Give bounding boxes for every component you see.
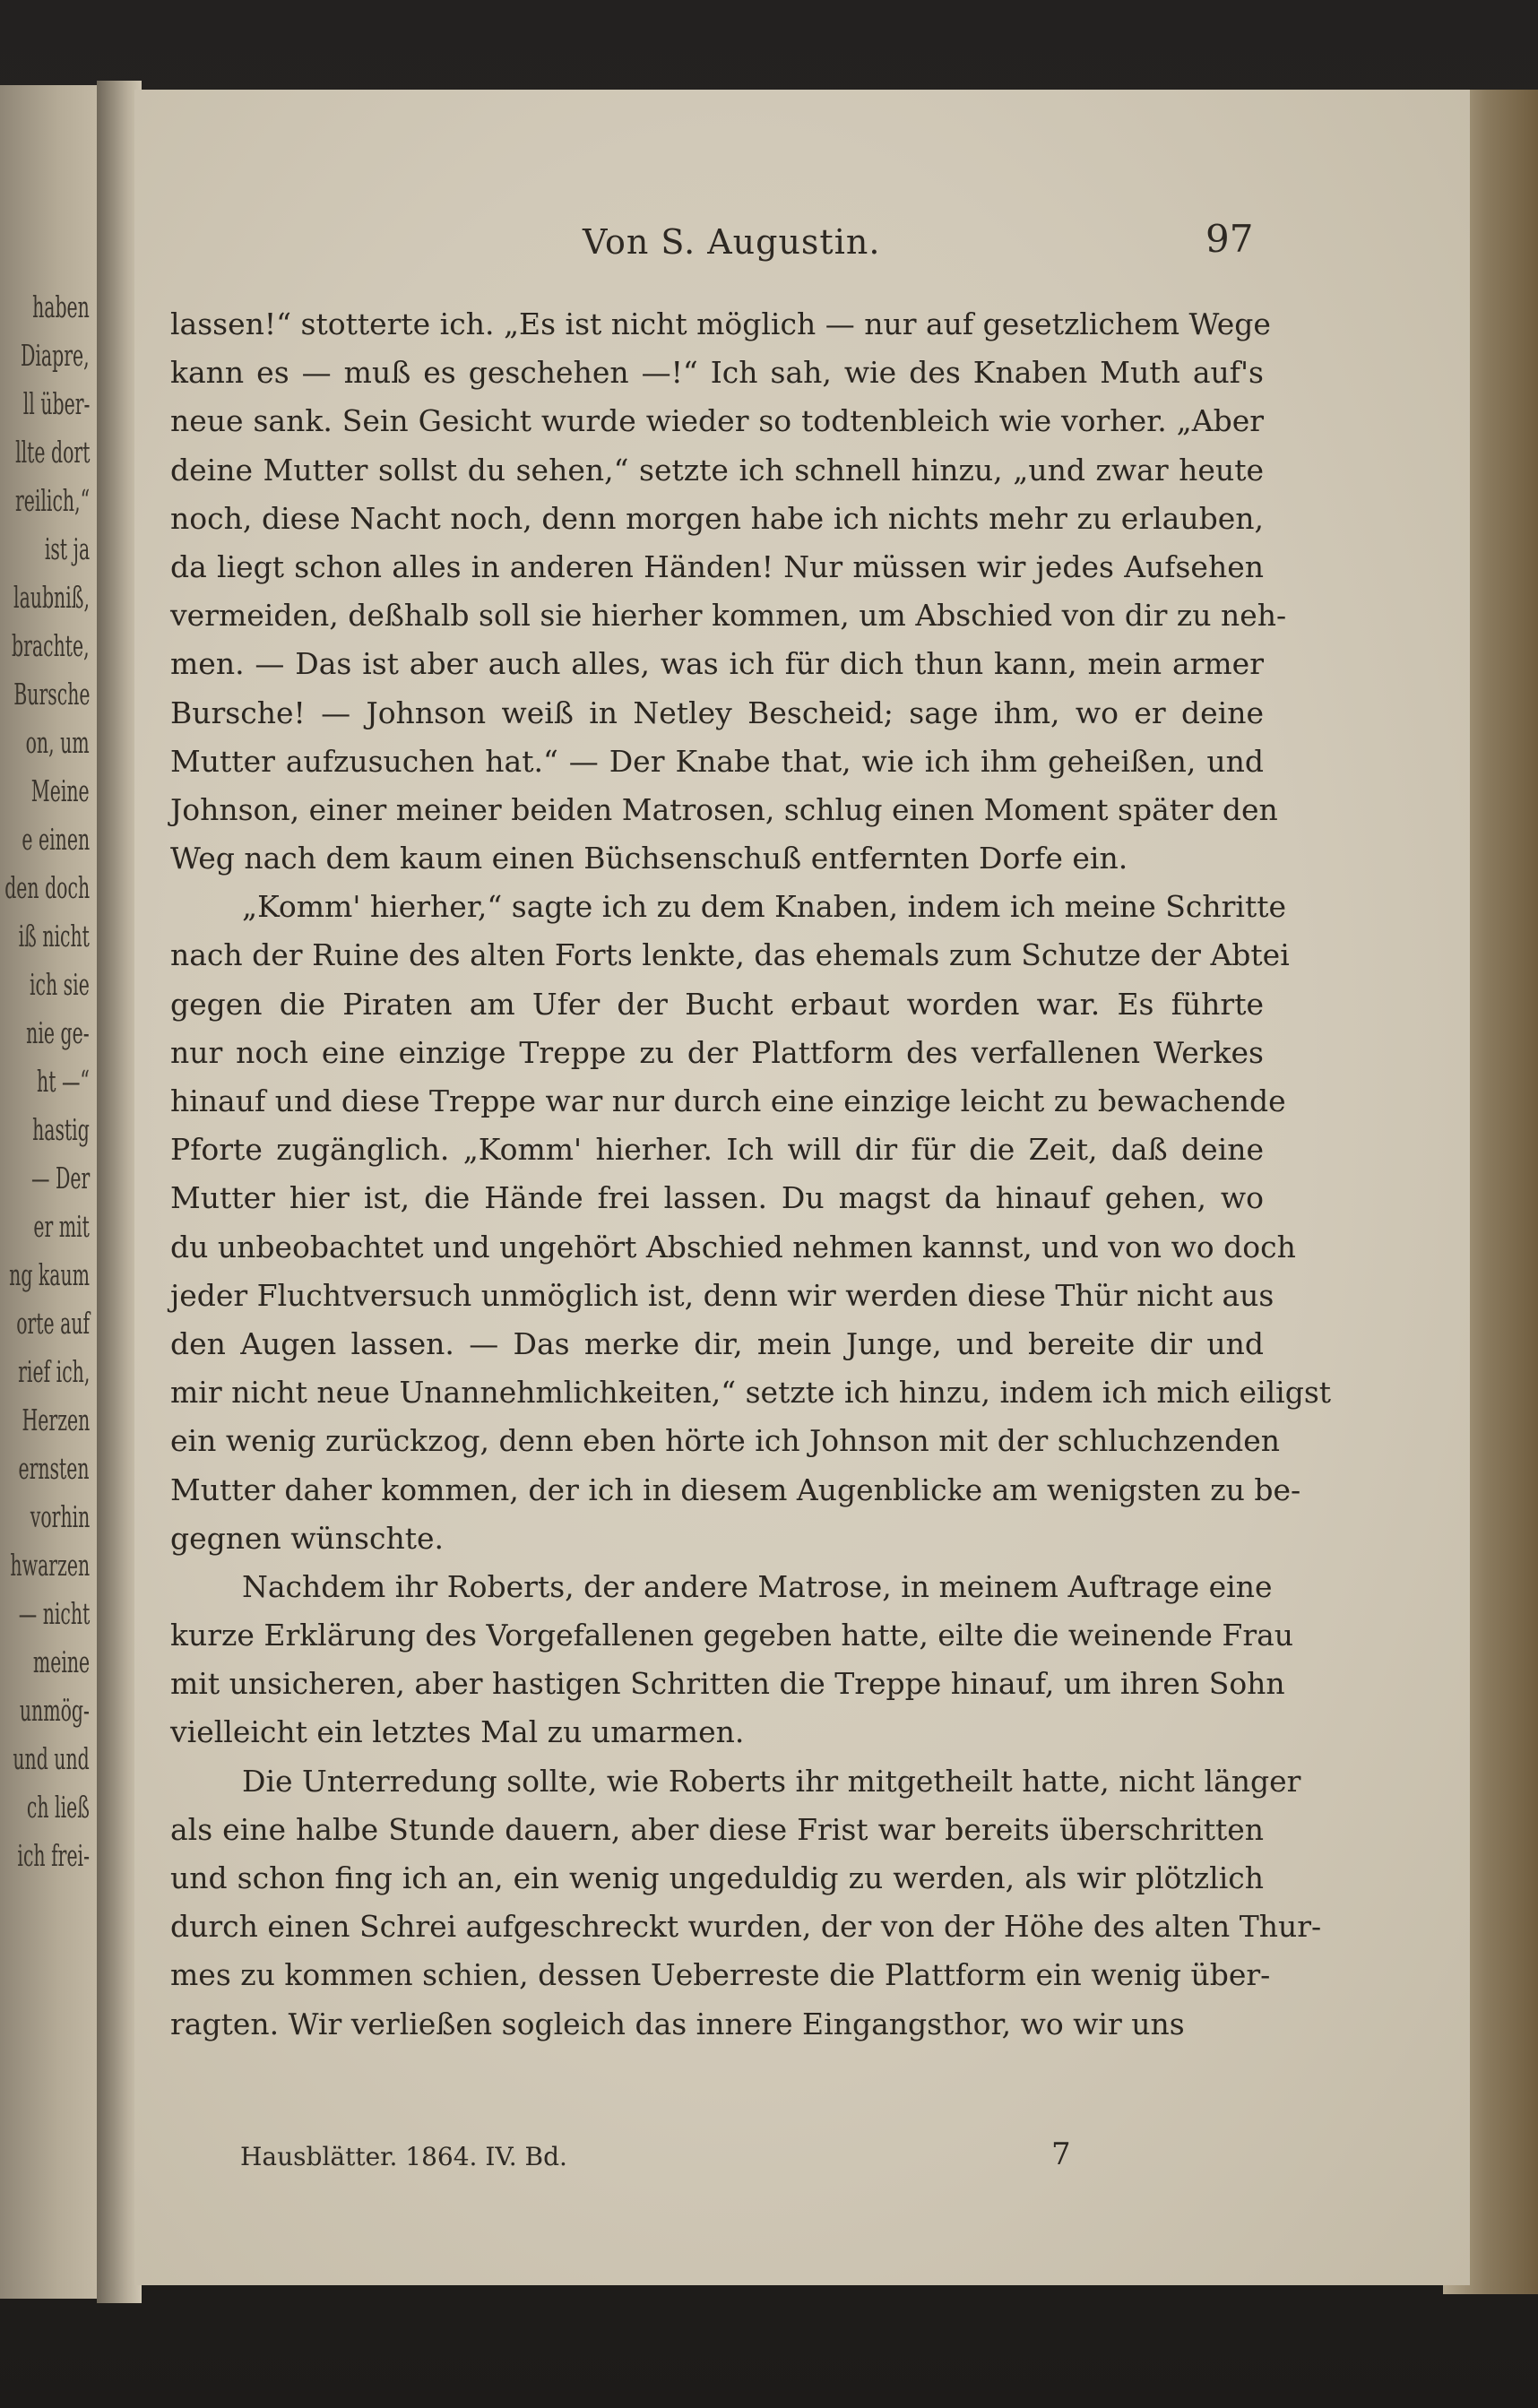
left-page-fragment: ich frei- [17, 1838, 90, 1873]
page-number: 97 [1205, 217, 1254, 261]
left-page-fragment: orte auf [16, 1306, 90, 1341]
left-page-fragment: rief ich, [17, 1354, 90, 1389]
text-line: Mutter daher kommen, der ich in diesem Augenblicke am wenigsten zu be- [170, 1472, 1301, 1507]
text-line: noch, diese Nacht noch, denn morgen habe ich nichts mehr zu erlauben, [170, 500, 1264, 536]
left-page-fragment: Herzen [22, 1403, 90, 1437]
text-line: vielleicht ein letztes Mal zu umarmen. [170, 1714, 745, 1750]
left-page-fragment: ht —“ [37, 1064, 90, 1099]
left-page-fragment: llte dort [14, 435, 90, 470]
running-head: Von S. Augustin. [583, 222, 881, 262]
left-page-fragment: ll über- [22, 386, 90, 421]
left-page-fragment: reilich,“ [14, 483, 90, 518]
text-line: men. — Das ist aber auch alles, was ich für dich thun kann, mein armer [170, 646, 1264, 682]
left-page-fragment: ich sie [30, 967, 90, 1002]
page-footer [240, 2136, 1226, 2172]
left-page-fragment: Diapre, [21, 338, 90, 373]
left-page-fragment: brachte, [12, 628, 90, 663]
text-line: Bursche! — Johnson weiß in Netley Bescheid; sage ihm, wo er deine [170, 695, 1264, 730]
text-line: ragten. Wir verließen sogleich das innere Eingangsthor, wo wir uns [170, 2006, 1185, 2041]
text-line: du unbeobachtet und ungehört Abschied nehmen kannst, und von wo doch [170, 1229, 1296, 1264]
left-page-fragment: iß nicht [18, 919, 90, 954]
left-page-fragment: den doch [4, 870, 90, 905]
left-page-fragment: haben [32, 289, 90, 324]
left-page-fragment: Bursche [13, 677, 90, 712]
text-line: kurze Erklärung des Vorgefallenen gegeben hatte, eilte die weinende Frau [170, 1618, 1294, 1653]
text-line: jeder Fluchtversuch unmöglich ist, denn wir werden diese Thür nicht aus [170, 1277, 1274, 1313]
text-line: mir nicht neue Unannehmlichkeiten,“ setzte ich hinzu, indem ich mich eiligst [170, 1375, 1332, 1411]
left-page-fragment: hwarzen [10, 1548, 90, 1583]
footer-signature: 7 [1051, 2136, 1071, 2172]
text-line: ein wenig zurückzog, denn eben hörte ich Johnson mit der schluchzenden [170, 1423, 1281, 1459]
left-page-fragment: Meine [31, 773, 90, 808]
left-page-fragment: hastig [32, 1112, 90, 1147]
text-line: gegnen wünschte. [170, 1520, 445, 1556]
left-page-fragment: ist ja [44, 531, 90, 566]
text-line: Johnson, einer meiner beiden Matrosen, schlug einen Moment später den [170, 791, 1278, 827]
left-page-fragment: unmög- [19, 1693, 90, 1728]
text-line: Pforte zugänglich. „Komm' hierher. Ich will dir für die Zeit, daß deine [170, 1132, 1264, 1168]
text-line: Nachdem ihr Roberts, der andere Matrose, in meinem Auftrage eine [242, 1568, 1273, 1604]
left-page-fragment: e einen [22, 822, 90, 857]
text-line: und schon fing ich an, ein wenig ungeduldig zu werden, als wir plötzlich [170, 1860, 1264, 1895]
body-text [170, 300, 1332, 2049]
text-line: lassen!“ stotterte ich. „Es ist nicht möglich — nur auf gesetzlichem Wege [170, 306, 1271, 341]
text-line: mit unsicheren, aber hastigen Schritten die Treppe hinauf, um ihren Sohn [170, 1666, 1285, 1702]
left-page-fragment: laubniß, [13, 580, 90, 615]
text-line: durch einen Schrei aufgeschreckt wurden, der von der Höhe des alten Thur- [170, 1909, 1322, 1945]
left-page-fragment: meine [32, 1644, 90, 1679]
left-page-fragment: ng kaum [9, 1257, 90, 1292]
left-neighbour-page [0, 85, 97, 2299]
text-line: da liegt schon alles in anderen Händen! Nur müssen wir jedes Aufsehen [170, 548, 1264, 584]
text-line: neue sank. Sein Gesicht wurde wieder so todtenbleich wie vorher. „Aber [170, 403, 1264, 439]
text-line: vermeiden, deßhalb soll sie hierher kommen, um Abschied von dir zu neh- [170, 598, 1287, 634]
text-line: nach der Ruine des alten Forts lenkte, das ehemals zum Schutze der Abtei [170, 937, 1290, 973]
text-line: Weg nach dem kaum einen Büchsenschuß entfernten Dorfe ein. [170, 841, 1128, 876]
left-page-fragment: er mit [33, 1209, 90, 1244]
left-page-fragment: — nicht [18, 1596, 90, 1631]
footer-source: Hausblätter. 1864. IV. Bd. [240, 2142, 567, 2171]
left-page-fragment: vorhin [30, 1499, 90, 1534]
text-line: mes zu kommen schien, dessen Ueberreste die Plattform ein wenig über- [170, 1957, 1271, 1993]
text-line: nur noch eine einzige Treppe zu der Plattform des verfallenen Werkes [170, 1034, 1264, 1070]
book-page [134, 90, 1470, 2285]
text-line: „Komm' hierher,“ sagte ich zu dem Knaben, indem ich meine Schritte [242, 889, 1286, 925]
text-line: Die Unterredung sollte, wie Roberts ihr mitgetheilt hatte, nicht länger [242, 1763, 1301, 1799]
text-line: den Augen lassen. — Das merke dir, mein Junge, und bereite dir und [170, 1325, 1264, 1361]
left-page-fragment: nie ge- [26, 1015, 90, 1050]
text-line: kann es — muß es geschehen —!“ Ich sah, wie des Knaben Muth auf's [170, 355, 1264, 391]
left-page-fragment: und und [13, 1741, 90, 1776]
text-line: gegen die Piraten am Ufer der Bucht erbaut worden war. Es führte [170, 986, 1264, 1022]
text-line: Mutter aufzusuchen hat.“ — Der Knabe that, wie ich ihm geheißen, und [170, 743, 1264, 779]
text-line: als eine halbe Stunde dauern, aber diese Frist war bereits überschritten [170, 1811, 1264, 1847]
left-page-fragment: ch ließ [26, 1790, 90, 1825]
text-line: hinauf und diese Treppe war nur durch eine einzige leicht zu bewachende [170, 1083, 1286, 1118]
left-page-fragment: — Der [30, 1161, 90, 1195]
left-page-fragment: on, um [25, 725, 90, 760]
text-line: Mutter hier ist, die Hände frei lassen. Du magst da hinauf gehen, wo [170, 1180, 1264, 1216]
text-line: deine Mutter sollst du sehen,“ setzte ich schnell hinzu, „und zwar heute [170, 452, 1264, 488]
left-page-fragment: ernsten [18, 1451, 90, 1486]
